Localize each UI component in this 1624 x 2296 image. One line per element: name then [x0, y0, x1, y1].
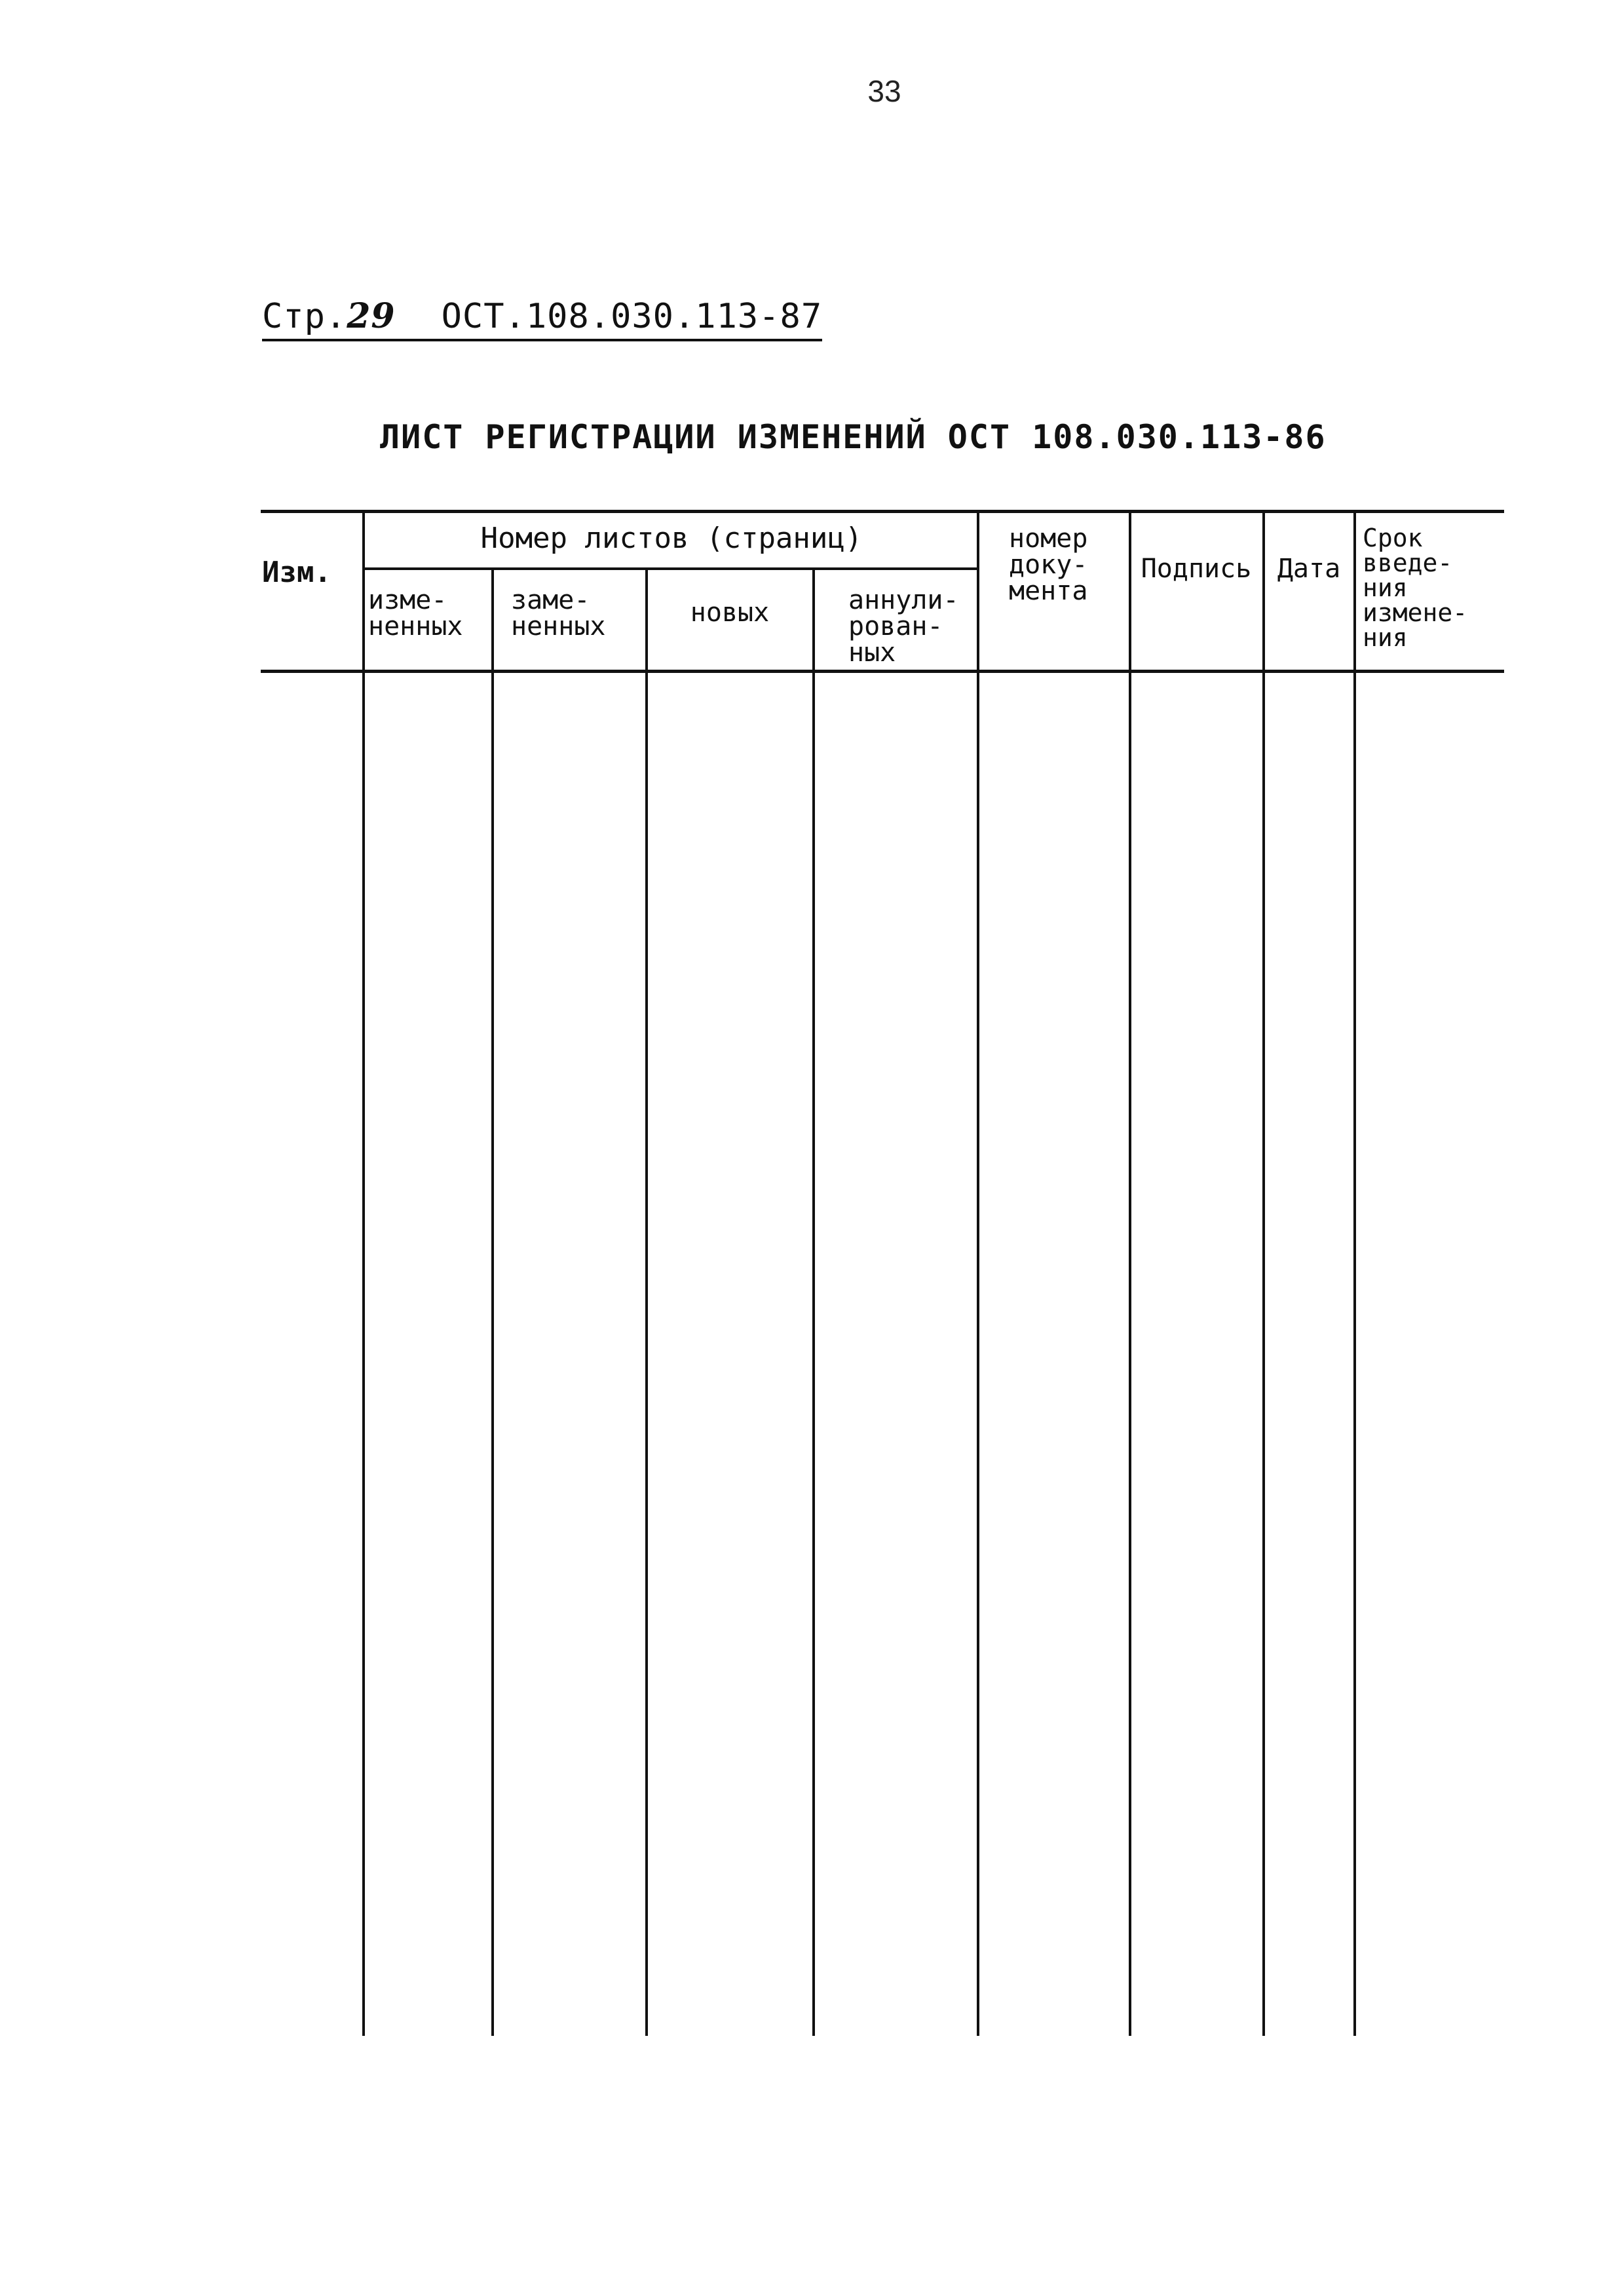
header-document-number: номер доку- мента: [1009, 524, 1088, 606]
header-sheet-numbers: Номер листов (страниц): [480, 522, 863, 555]
page-reference: [262, 296, 822, 341]
column-rule: [362, 511, 365, 2036]
page-number: 33: [867, 74, 901, 108]
column-rule: [1353, 511, 1356, 2036]
page-ref-number: 29: [347, 296, 396, 336]
column-rule: [491, 569, 494, 2036]
header-changed: изме- ненных: [368, 585, 463, 641]
header-date: Дата: [1277, 554, 1341, 584]
column-rule: [1129, 511, 1131, 2036]
column-rule: [1262, 511, 1265, 2036]
header-replaced: заме- ненных: [511, 585, 606, 641]
header-effective-term: Срок введе- ния измене- ния: [1363, 524, 1468, 652]
header-signature: Подпись: [1141, 554, 1252, 584]
header-izm: Изм.: [262, 556, 331, 589]
column-rule: [812, 569, 815, 2036]
group-header-rule: [364, 567, 978, 570]
table-top-rule: [261, 510, 1504, 513]
column-rule: [645, 569, 648, 2036]
page-ref-label: Стр.: [262, 297, 347, 336]
sheet-title: ЛИСТ РЕГИСТРАЦИИ ИЗМЕНЕНИЙ ОСТ 108.030.113-86: [380, 418, 1327, 456]
column-rule: [977, 511, 979, 2036]
header-new: новых: [690, 598, 770, 628]
header-bottom-rule: [261, 670, 1504, 673]
page-ref-code: ОСТ.108.030.113-87: [441, 297, 823, 336]
header-annulled: аннули- рован- ных: [848, 585, 959, 668]
